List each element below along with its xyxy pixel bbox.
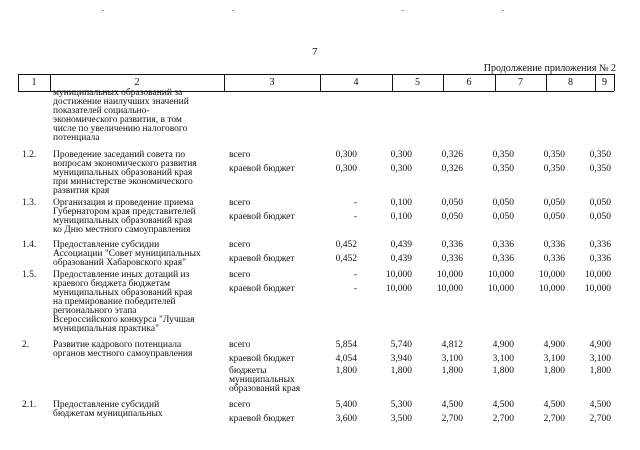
row-description-line: развития края [53,186,110,196]
year-value-cell: - [353,198,357,208]
row-description-line: муниципальных образований края [53,288,193,298]
year-value-cell: 1,800 [390,366,412,376]
year-value-cell: 0,326 [441,150,463,160]
year-value-cell: 1,800 [492,366,514,376]
year-value-cell: 1,800 [543,366,565,376]
year-value-cell: 3,100 [543,354,565,364]
funding-source-label: краевой бюджет [229,254,295,264]
header-column-divider [495,74,496,91]
row-description-line: экономического развития, в том [53,115,182,125]
year-value-cell: 5,854 [335,340,357,350]
year-value-cell: 4,054 [335,354,357,364]
year-value-cell: 0,336 [589,240,611,250]
funding-source-label: краевой бюджет [229,212,295,222]
row-description-line: Губернатором края представителей [53,207,196,217]
year-value-cell: 0,350 [543,150,565,160]
year-value-cell: 0,452 [335,240,357,250]
funding-source-label: краевой бюджет [229,164,295,174]
year-value-cell: 0,050 [589,198,611,208]
funding-source-label: бюджеты [229,366,267,376]
row-number: 2.1. [22,400,37,410]
year-value-cell: 0,336 [441,240,463,250]
year-value-cell: 4,812 [441,340,463,350]
year-value-cell: - [353,270,357,280]
row-description-line: муниципальная практика" [53,324,159,334]
year-value-cell: 0,326 [441,164,463,174]
row-description-line: бюджетам муниципальных [53,409,163,419]
year-value-cell: 0,336 [543,240,565,250]
column-header: 8 [568,77,573,88]
scan-speck [502,10,504,11]
column-header: 9 [602,77,607,88]
row-description-line: вопросам экономического развития [53,159,197,169]
year-value-cell: 2,700 [589,414,611,424]
column-header: 2 [134,77,140,88]
row-description-line: потенциала [53,133,100,143]
year-value-cell: 0,439 [390,240,412,250]
year-value-cell: 3,100 [589,354,611,364]
row-description-line: показателей социально- [53,106,150,116]
year-value-cell: 4,500 [492,400,514,410]
header-column-divider [224,74,225,91]
year-value-cell: 0,050 [441,212,463,222]
year-value-cell: 0,439 [390,254,412,264]
year-value-cell: 0,452 [335,254,357,264]
column-header: 1 [31,77,37,88]
year-value-cell: 1,800 [335,366,357,376]
year-value-cell: 5,400 [335,400,357,410]
row-description-line: муниципальных образований за [53,88,183,98]
year-value-cell: 0,050 [441,198,463,208]
row-description-line: Предоставление иных дотаций из [53,270,190,280]
year-value-cell: 4,500 [589,400,611,410]
funding-source-label: краевой бюджет [229,354,295,364]
row-description-line: муниципальных образований края [53,216,193,226]
year-value-cell: 0,336 [492,240,514,250]
year-value-cell: 0,300 [335,164,357,174]
year-value-cell: 0,350 [543,164,565,174]
row-number: 1.2. [22,150,37,160]
funding-source-label: всего [229,400,251,410]
funding-source-label: всего [229,198,251,208]
year-value-cell: 10,000 [385,270,412,280]
year-value-cell: 10,000 [538,284,565,294]
row-description-line: Развитие кадрового потенциала [53,340,182,350]
year-value-cell: 10,000 [487,284,514,294]
row-description-line: ко Дню местного самоуправления [53,225,191,235]
year-value-cell: 0,350 [492,164,514,174]
year-value-cell: 10,000 [436,270,463,280]
row-description-line: Предоставление субсидий [53,400,160,410]
year-value-cell: 4,500 [543,400,565,410]
year-value-cell: 0,100 [390,212,412,222]
year-value-cell: 5,300 [390,400,412,410]
year-value-cell: 3,940 [390,354,412,364]
row-description-line: регионального этапа [53,306,137,316]
year-value-cell: 0,336 [589,254,611,264]
funding-source-label: всего [229,150,251,160]
year-value-cell: 10,000 [538,270,565,280]
column-header: 4 [353,77,359,88]
row-description-line: Проведение заседаний совета по [53,150,186,160]
year-value-cell: 0,336 [441,254,463,264]
page-number: 7 [312,46,318,58]
funding-source-label: всего [229,340,251,350]
row-description-line: образований Хабаровского края" [53,258,186,268]
row-number: 1.5. [22,270,37,280]
year-value-cell: 0,350 [589,164,611,174]
row-description-line: Предоставление субсидии [53,240,160,250]
header-top-rule [18,74,614,75]
appendix-continuation-note: Продолжение приложения № 2 [483,63,616,74]
row-description-line: краевого бюджета бюджетам [53,279,170,289]
year-value-cell: 3,600 [335,414,357,424]
year-value-cell: 0,050 [492,212,514,222]
year-value-cell: 10,000 [385,284,412,294]
year-value-cell: 2,700 [441,414,463,424]
year-value-cell: 0,050 [589,212,611,222]
year-value-cell: 0,050 [492,198,514,208]
row-description-line: Всероссийского конкурса "Лучшая [53,315,195,325]
funding-source-label: краевой бюджет [229,414,295,424]
year-value-cell: 0,300 [335,150,357,160]
year-value-cell: 10,000 [436,284,463,294]
row-description-line: достижение наилучших значений [53,97,189,107]
funding-source-label: муниципальных [229,375,295,385]
year-value-cell: 0,350 [589,150,611,160]
year-value-cell: 0,350 [492,150,514,160]
funding-source-label: краевой бюджет [229,284,295,294]
header-column-divider [392,74,393,91]
header-column-divider [443,74,444,91]
year-value-cell: 10,000 [584,270,611,280]
year-value-cell: 5,740 [390,340,412,350]
row-description-line: на премирование победителей [53,297,176,307]
year-value-cell: 10,000 [487,270,514,280]
funding-source-label: всего [229,240,251,250]
row-description-line: Организация и проведение приема [53,198,194,208]
header-column-divider [546,74,547,91]
year-value-cell: 4,900 [543,340,565,350]
column-header: 5 [415,77,420,88]
column-header: 3 [269,77,275,88]
year-value-cell: 0,050 [543,198,565,208]
year-value-cell: 4,500 [441,400,463,410]
funding-source-label: всего [229,270,251,280]
year-value-cell: 3,100 [441,354,463,364]
column-header: 6 [466,77,472,88]
year-value-cell: 0,100 [390,198,412,208]
year-value-cell: 4,900 [492,340,514,350]
year-value-cell: 4,900 [589,340,611,350]
column-header: 7 [518,77,523,88]
scan-speck [402,10,404,11]
row-number: 2. [22,340,30,350]
row-description-line: Ассоциации "Совет муниципальных [53,249,201,259]
scan-speck [232,10,234,11]
header-column-divider [320,74,321,91]
year-value-cell: 0,300 [390,164,412,174]
year-value-cell: 3,500 [390,414,412,424]
year-value-cell: - [353,212,357,222]
row-number: 1.4. [22,240,37,250]
row-description-line: муниципальных образований края [53,168,193,178]
year-value-cell: - [353,284,357,294]
year-value-cell: 1,800 [441,366,463,376]
row-description-line: органов местного самоуправления [53,349,193,359]
year-value-cell: 0,336 [543,254,565,264]
year-value-cell: 1,800 [589,366,611,376]
year-value-cell: 3,100 [492,354,514,364]
year-value-cell: 2,700 [543,414,565,424]
year-value-cell: 0,050 [543,212,565,222]
scan-speck [102,10,104,11]
row-description-line: числе по увеличению налогового [53,124,188,134]
year-value-cell: 2,700 [492,414,514,424]
row-number: 1.3. [22,198,37,208]
year-value-cell: 0,336 [492,254,514,264]
funding-source-label: образований края [229,384,301,394]
year-value-cell: 10,000 [584,284,611,294]
year-value-cell: 0,300 [390,150,412,160]
row-description-line: при министерстве экономического [53,177,193,187]
